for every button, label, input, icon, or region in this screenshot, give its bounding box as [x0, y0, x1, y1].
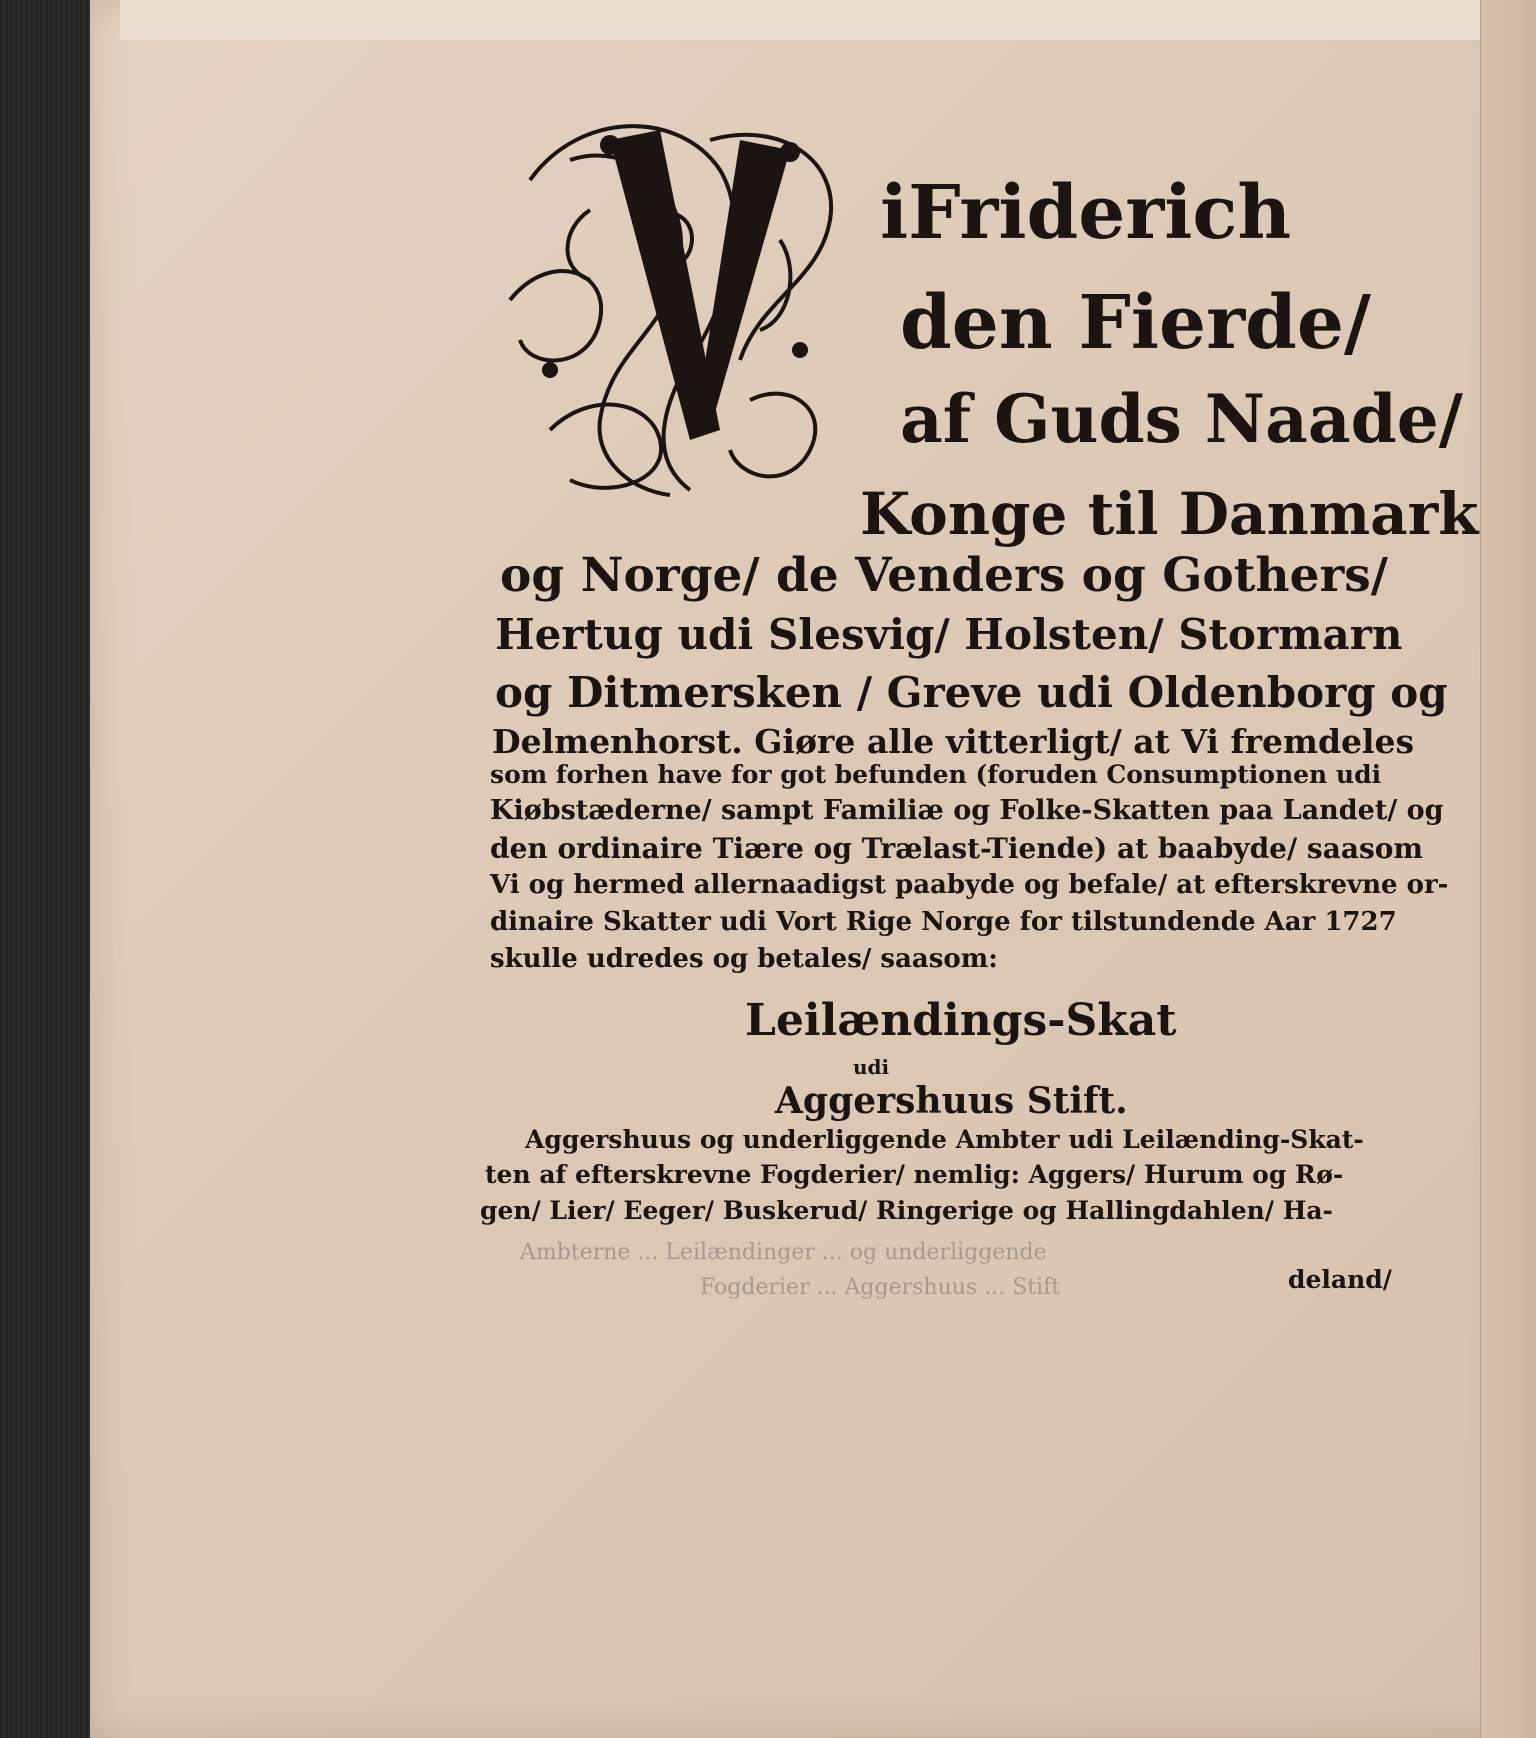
para-line-3: gen/ Lier/ Eeger/ Buskerud/ Ringerige og Hallingdahlen/ Ha- [480, 1196, 1333, 1225]
section-heading: Leilændings-Skat [745, 995, 1177, 1046]
show-through-line-1: Ambterne ... Leilændinger ... og underliggende [520, 1240, 1047, 1265]
body-line-10: skulle udredes og betales/ saasom: [490, 944, 998, 974]
body-line-7: den ordinaire Tiære og Trælast-Tiende) at baabyde/ saasom [490, 832, 1424, 865]
body-line-3: og Ditmersken / Greve udi Oldenborg og [495, 668, 1448, 717]
body-line-6: Kiøbstæderne/ sampt Familiæ og Folke-Skatten paa Landet/ og [490, 795, 1444, 826]
para-line-1: Aggershuus og underliggende Ambter udi Leilænding-Skat- [525, 1125, 1364, 1154]
body-line-9: dinaire Skatter udi Vort Rige Norge for tilstundende Aar 1727 [490, 907, 1397, 937]
title-line-2: den Fierde/ [900, 280, 1371, 366]
title-line-1: iFriderich [880, 170, 1292, 256]
body-line-8: Vi og hermed allernaadigst paabyde og befale/ at efterskrevne or- [490, 870, 1449, 900]
para-line-4: deland/ [1288, 1265, 1392, 1294]
section-sub: udi [853, 1055, 890, 1079]
body-line-1: og Norge/ de Venders og Gothers/ [500, 548, 1388, 603]
title-line-4: Konge til Danmark [860, 480, 1479, 548]
para-line-2: ten af efterskrevne Fogderier/ nemlig: Aggers/ Hurum og Rø- [485, 1160, 1344, 1189]
adjacent-page-edge [1480, 0, 1536, 1738]
body-line-5: som forhen have for got befunden (foruden Consumptionen udi [490, 760, 1382, 789]
section-place: Aggershuus Stift. [775, 1080, 1128, 1122]
decorative-initial-v [490, 100, 860, 510]
page-top-edge [120, 0, 1500, 40]
show-through-line-2: Fogderier ... Aggershuus ... Stift [700, 1275, 1061, 1300]
body-line-4: Delmenhorst. Giøre alle vitterligt/ at Vi fremdeles [492, 722, 1415, 761]
body-line-2: Hertug udi Slesvig/ Holsten/ Stormarn [495, 610, 1403, 659]
title-line-3: af Guds Naade/ [900, 380, 1463, 458]
